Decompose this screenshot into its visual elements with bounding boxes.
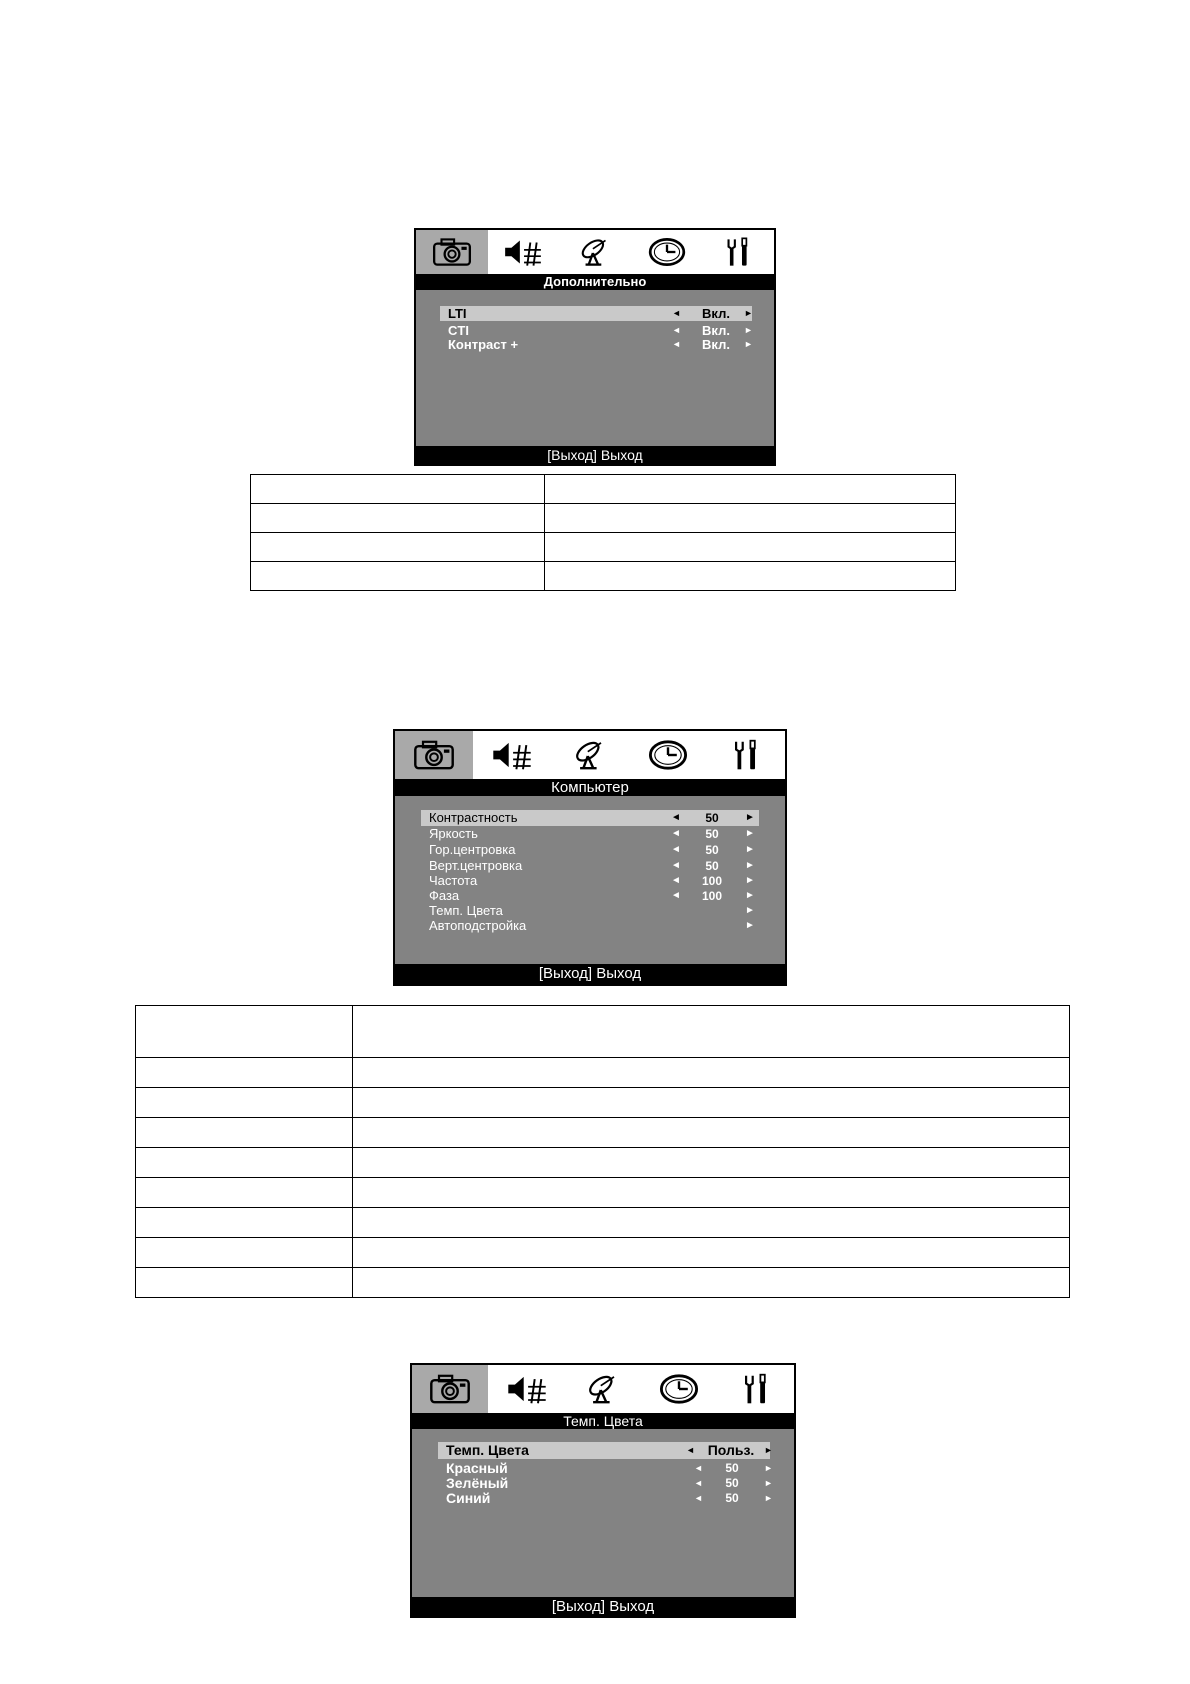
row-value: 50 xyxy=(725,1476,739,1490)
menu-row[interactable] xyxy=(440,337,752,352)
tab-time[interactable] xyxy=(629,731,707,779)
row-value: Вкл. xyxy=(702,323,730,338)
menu-icon-bar xyxy=(416,230,774,274)
picture-icon xyxy=(431,236,473,268)
osd-menu-advanced xyxy=(414,228,776,466)
arrow-left-icon[interactable]: ◄ xyxy=(672,308,681,318)
row-value: Вкл. xyxy=(702,337,730,352)
row-value: 50 xyxy=(705,843,719,857)
table-2 xyxy=(135,1005,1070,1298)
tab-sound[interactable] xyxy=(473,731,551,779)
menu-row[interactable] xyxy=(421,888,759,904)
time-icon xyxy=(646,236,688,268)
menu-footer: [Выход] Выход xyxy=(395,964,785,984)
arrow-right-icon[interactable]: ► xyxy=(764,1445,773,1455)
table-row xyxy=(136,1238,1070,1268)
row-label: Частота xyxy=(429,873,478,888)
channel-icon xyxy=(581,1372,625,1406)
arrow-left-icon[interactable]: ◄ xyxy=(671,812,681,823)
arrow-right-icon[interactable]: ► xyxy=(745,875,755,886)
arrow-right-icon[interactable]: ► xyxy=(764,1493,773,1503)
menu-row[interactable] xyxy=(440,323,752,338)
menu-title: Компьютер xyxy=(395,779,785,796)
tab-picture[interactable] xyxy=(395,731,473,779)
osd-menu-color-temp xyxy=(410,1363,796,1618)
menu-row[interactable] xyxy=(421,842,759,858)
arrow-right-icon[interactable]: ► xyxy=(745,812,755,823)
arrow-left-icon[interactable]: ◄ xyxy=(671,844,681,855)
tab-sound[interactable] xyxy=(488,230,560,274)
table-row xyxy=(136,1118,1070,1148)
menu-row[interactable] xyxy=(421,858,759,874)
row-value: 100 xyxy=(701,874,723,888)
sound-icon xyxy=(490,738,534,772)
arrow-right-icon[interactable]: ► xyxy=(745,905,755,916)
table-row xyxy=(136,1006,1070,1058)
sound-icon xyxy=(502,236,544,268)
setup-icon xyxy=(717,236,759,268)
menu-row[interactable] xyxy=(438,1460,773,1476)
row-label: Гор.центровка xyxy=(429,842,516,857)
table-row xyxy=(136,1208,1070,1238)
table-row xyxy=(251,504,956,533)
arrow-left-icon[interactable]: ◄ xyxy=(672,325,681,335)
menu-title: Темп. Цвета xyxy=(412,1413,794,1429)
menu-row[interactable] xyxy=(438,1442,773,1459)
table-row xyxy=(136,1148,1070,1178)
row-label: Автоподстройка xyxy=(429,918,527,933)
table-row xyxy=(251,533,956,562)
arrow-left-icon[interactable]: ◄ xyxy=(671,890,681,901)
row-value: 50 xyxy=(705,811,719,825)
row-label: Верт.центровка xyxy=(429,858,523,873)
arrow-right-icon[interactable]: ► xyxy=(745,920,755,931)
arrow-right-icon[interactable]: ► xyxy=(745,890,755,901)
channel-icon xyxy=(574,236,616,268)
tab-sound[interactable] xyxy=(488,1365,564,1413)
row-label: Темп. Цвета xyxy=(429,903,503,918)
row-value: 50 xyxy=(725,1491,739,1505)
arrow-left-icon[interactable]: ◄ xyxy=(671,828,681,839)
channel-icon xyxy=(568,738,612,772)
tab-picture[interactable] xyxy=(416,230,488,274)
arrow-left-icon[interactable]: ◄ xyxy=(694,1463,703,1473)
menu-footer: [Выход] Выход xyxy=(416,446,774,464)
tab-setup[interactable] xyxy=(707,731,785,779)
arrow-right-icon[interactable]: ► xyxy=(745,828,755,839)
arrow-left-icon[interactable]: ◄ xyxy=(694,1493,703,1503)
arrow-left-icon[interactable]: ◄ xyxy=(671,860,681,871)
arrow-right-icon[interactable]: ► xyxy=(744,339,753,349)
tab-picture[interactable] xyxy=(412,1365,488,1413)
arrow-left-icon[interactable]: ◄ xyxy=(672,339,681,349)
arrow-left-icon[interactable]: ◄ xyxy=(694,1478,703,1488)
row-label: Темп. Цвета xyxy=(446,1442,529,1458)
time-icon xyxy=(657,1372,701,1406)
arrow-right-icon[interactable]: ► xyxy=(744,325,753,335)
table-row xyxy=(251,562,956,591)
table-row xyxy=(251,475,956,504)
row-value: 50 xyxy=(705,859,719,873)
time-icon xyxy=(646,738,690,772)
row-label: Синий xyxy=(446,1490,491,1506)
row-value: Вкл. xyxy=(702,306,730,321)
menu-row[interactable] xyxy=(438,1475,773,1491)
menu-row[interactable] xyxy=(421,826,759,842)
menu-row[interactable] xyxy=(421,810,759,826)
tab-setup[interactable] xyxy=(718,1365,794,1413)
row-label: LTI xyxy=(448,306,467,321)
row-label: Контраст + xyxy=(448,337,519,352)
tab-channel[interactable] xyxy=(551,731,629,779)
row-label: Яркость xyxy=(429,826,478,841)
menu-row[interactable] xyxy=(438,1490,773,1506)
row-value: 50 xyxy=(705,827,719,841)
table-row xyxy=(136,1268,1070,1298)
osd-menu-computer xyxy=(393,729,787,986)
tab-time[interactable] xyxy=(631,230,703,274)
picture-icon xyxy=(412,738,456,772)
setup-icon xyxy=(734,1372,778,1406)
menu-row[interactable] xyxy=(421,873,759,889)
setup-icon xyxy=(724,738,768,772)
menu-row[interactable] xyxy=(421,918,759,934)
sound-icon xyxy=(505,1372,549,1406)
arrow-right-icon[interactable]: ► xyxy=(745,844,755,855)
menu-row[interactable] xyxy=(421,903,759,919)
arrow-left-icon[interactable]: ◄ xyxy=(671,875,681,886)
tab-time[interactable] xyxy=(641,1365,717,1413)
table-1 xyxy=(250,474,956,591)
picture-icon xyxy=(428,1372,472,1406)
table-row xyxy=(136,1088,1070,1118)
table-row xyxy=(136,1058,1070,1088)
row-value: 50 xyxy=(725,1461,739,1475)
arrow-right-icon[interactable]: ► xyxy=(744,308,753,318)
arrow-right-icon[interactable]: ► xyxy=(764,1463,773,1473)
menu-row[interactable] xyxy=(440,306,752,321)
menu-footer: [Выход] Выход xyxy=(412,1597,794,1616)
arrow-right-icon[interactable]: ► xyxy=(745,860,755,871)
menu-icon-bar xyxy=(412,1365,794,1413)
row-label: Фаза xyxy=(429,888,460,903)
row-value: 100 xyxy=(701,889,723,903)
tab-channel[interactable] xyxy=(565,1365,641,1413)
tab-setup[interactable] xyxy=(702,230,774,274)
menu-title: Дополнительно xyxy=(416,274,774,290)
row-label: Контрастность xyxy=(429,810,518,825)
arrow-right-icon[interactable]: ► xyxy=(764,1478,773,1488)
row-label: CTI xyxy=(448,323,469,338)
row-value: Польз. xyxy=(707,1442,755,1458)
row-label: Красный xyxy=(446,1460,508,1476)
arrow-left-icon[interactable]: ◄ xyxy=(686,1445,695,1455)
tab-channel[interactable] xyxy=(559,230,631,274)
menu-icon-bar xyxy=(395,731,785,779)
table-row xyxy=(136,1178,1070,1208)
row-label: Зелёный xyxy=(446,1475,509,1491)
